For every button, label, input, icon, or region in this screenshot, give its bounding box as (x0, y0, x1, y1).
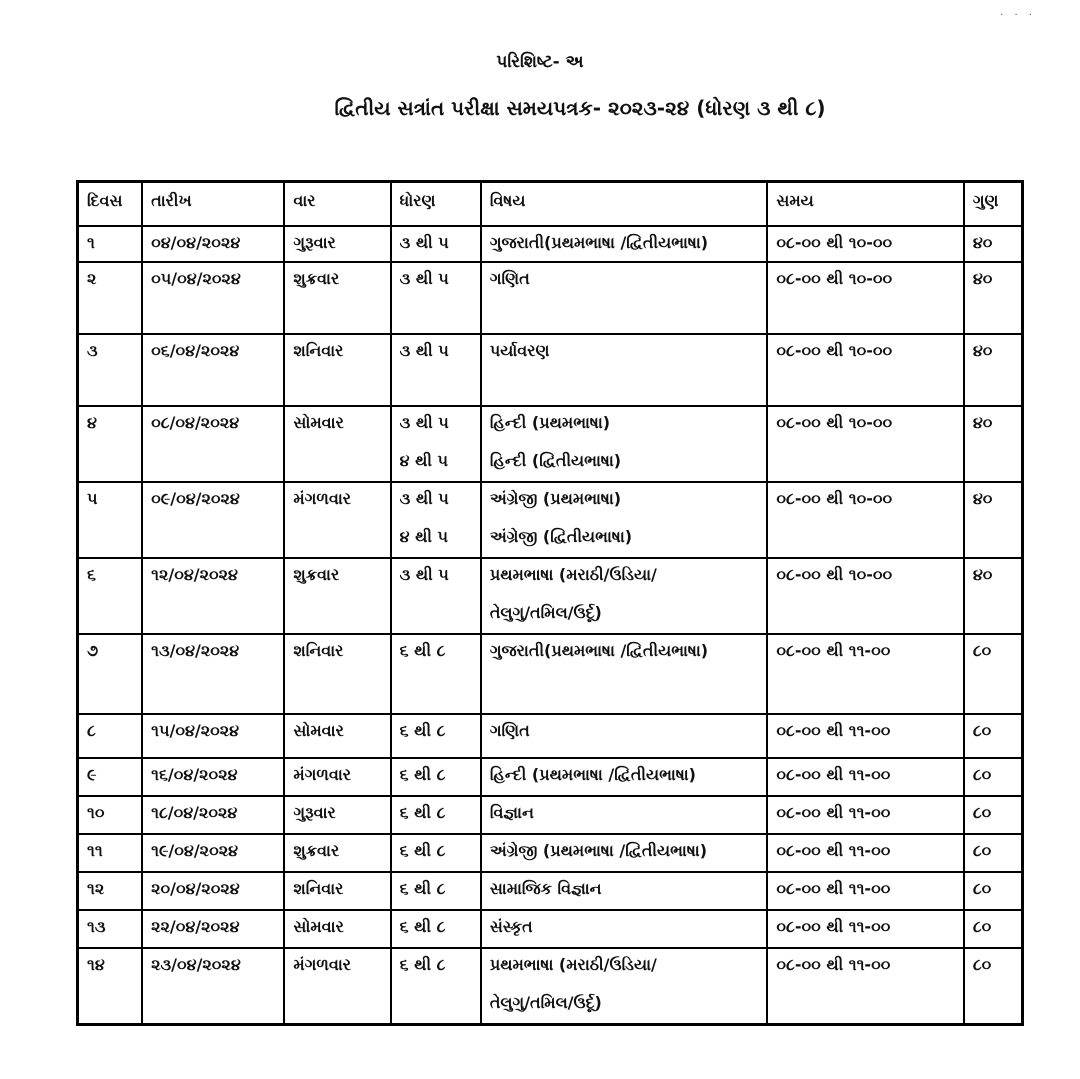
cell-time: ૦૮-૦૦ થી ૧૧-૦૦ (767, 796, 963, 834)
cell-weekday: ગુરૂવાર (284, 226, 390, 262)
cell-weekday: શુક્રવાર (284, 558, 390, 634)
cell-date: ૧૮/૦૪/૨૦૨૪ (142, 796, 284, 834)
table-header (78, 182, 1023, 227)
cell-subject-line: તેલુગુ/તમિલ/ઉર્દૂ) (489, 993, 602, 1012)
cell-date: ૦૪/૦૪/૨૦૨૪ (142, 226, 284, 262)
cell-standard (391, 634, 481, 714)
cell-standard (391, 872, 481, 910)
table-row (78, 714, 1023, 758)
cell-standard-line: ૬ થી ૮ (399, 917, 446, 936)
cell-marks: ૪૦ (964, 226, 1023, 262)
cell-time: ૦૮-૦૦ થી ૧૧-૦૦ (767, 948, 963, 1024)
cell-standard (391, 796, 481, 834)
cell-day: ૬ (78, 558, 143, 634)
cell-date: ૨૦/૦૪/૨૦૨૪ (142, 872, 284, 910)
cell-weekday: શનિવાર (284, 634, 390, 714)
cell-weekday: ગુરૂવાર (284, 796, 390, 834)
cell-subject-line: હિન્દી (દ્વિતીયભાષા) (489, 451, 622, 470)
cell-date: ૦૮/૦૪/૨૦૨૪ (142, 406, 284, 482)
cell-weekday: સોમવાર (284, 910, 390, 948)
cell-day: ૮ (78, 714, 143, 758)
table-body (78, 226, 1023, 1024)
cell-date: ૧૯/૦૪/૨૦૨૪ (142, 834, 284, 872)
cell-date: ૦૯/૦૪/૨૦૨૪ (142, 482, 284, 558)
table-row (78, 758, 1023, 796)
table-row (78, 482, 1023, 558)
cell-marks: ૪૦ (964, 482, 1023, 558)
cell-standard (391, 834, 481, 872)
cell-subject-line: હિન્દી (પ્રથમભાષા /દ્વિતીયભાષા) (489, 765, 696, 784)
cell-date: ૦૫/૦૪/૨૦૨૪ (142, 262, 284, 334)
cell-weekday: મંગળવાર (284, 482, 390, 558)
table-row (78, 334, 1023, 406)
cell-subject-line: પ્રથમભાષા (મરાઠી/ઉડિયા/ (489, 955, 657, 974)
table-row (78, 226, 1023, 262)
cell-standard-line: ૬ થી ૮ (399, 765, 446, 784)
cell-standard-line: ૩ થી ૫ (399, 489, 449, 508)
cell-standard (391, 334, 481, 406)
cell-time: ૦૮-૦૦ થી ૧૦-૦૦ (767, 558, 963, 634)
table-row (78, 558, 1023, 634)
cell-time: ૦૮-૦૦ થી ૧૦-૦૦ (767, 262, 963, 334)
cell-marks: ૪૦ (964, 334, 1023, 406)
cell-standard-line: ૩ થી ૫ (399, 341, 449, 360)
cell-weekday: શુક્રવાર (284, 834, 390, 872)
cell-subject (481, 406, 768, 482)
cell-weekday: સોમવાર (284, 714, 390, 758)
cell-day: ૧૩ (78, 910, 143, 948)
cell-time: ૦૮-૦૦ થી ૧૦-૦૦ (767, 406, 963, 482)
column-header-time: સમય (767, 182, 963, 227)
cell-day: ૧૪ (78, 948, 143, 1024)
cell-day: ૨ (78, 262, 143, 334)
cell-subject-line: સામાજિક વિજ્ઞાન (489, 879, 602, 898)
cell-weekday: સોમવાર (284, 406, 390, 482)
cell-time: ૦૮-૦૦ થી ૧૦-૦૦ (767, 482, 963, 558)
cell-standard-line: ૬ થી ૮ (399, 721, 446, 740)
cell-subject-line: અંગ્રેજી (પ્રથમભાષા) (489, 489, 622, 508)
cell-subject-line: ગુજરાતી(પ્રથમભાષા /દ્વિતીયભાષા) (489, 233, 709, 252)
cell-marks: ૮૦ (964, 758, 1023, 796)
table-row (78, 262, 1023, 334)
cell-subject (481, 834, 768, 872)
cell-subject-line: અંગ્રેજી (પ્રથમભાષા /દ્વિતીયભાષા) (489, 841, 708, 860)
table-row (78, 634, 1023, 714)
cell-subject-line: અંગ્રેજી (દ્વિતીયભાષા) (489, 527, 633, 546)
cell-subject-line: પર્યાવરણ (489, 341, 550, 360)
cell-subject-line: સંસ્કૃત (489, 917, 533, 936)
cell-standard (391, 226, 481, 262)
cell-subject-line: પ્રથમભાષા (મરાઠી/ઉડિયા/ (489, 565, 657, 584)
table-row (78, 872, 1023, 910)
cell-subject-line: તેલુગુ/તમિલ/ઉર્દૂ) (489, 603, 602, 622)
cell-standard (391, 948, 481, 1024)
table-row (78, 834, 1023, 872)
column-header-date: તારીખ (142, 182, 284, 227)
cell-standard-line: ૩ થી ૫ (399, 269, 449, 288)
cell-subject-line: ગણિત (489, 269, 530, 288)
scan-specks: · · · (1000, 10, 1036, 21)
cell-marks: ૮૦ (964, 872, 1023, 910)
cell-standard-line: ૬ થી ૮ (399, 641, 446, 660)
cell-date: ૨૩/૦૪/૨૦૨૪ (142, 948, 284, 1024)
cell-marks: ૪૦ (964, 262, 1023, 334)
cell-subject-line: હિન્દી (પ્રથમભાષા) (489, 413, 611, 432)
cell-marks: ૮૦ (964, 834, 1023, 872)
table-row (78, 910, 1023, 948)
cell-weekday: શુક્રવાર (284, 262, 390, 334)
cell-subject (481, 910, 768, 948)
cell-day: ૭ (78, 634, 143, 714)
cell-subject (481, 796, 768, 834)
cell-subject (481, 262, 768, 334)
cell-subject (481, 226, 768, 262)
cell-time: ૦૮-૦૦ થી ૧૧-૦૦ (767, 872, 963, 910)
cell-date: ૧૫/૦૪/૨૦૨૪ (142, 714, 284, 758)
cell-marks: ૮૦ (964, 796, 1023, 834)
cell-standard-line: ૩ થી ૫ (399, 233, 449, 252)
cell-day: ૯ (78, 758, 143, 796)
cell-subject (481, 334, 768, 406)
cell-subject-line: વિજ્ઞાન (489, 803, 534, 822)
cell-subject-line: ગુજરાતી(પ્રથમભાષા /દ્વિતીયભાષા) (489, 641, 709, 660)
cell-marks: ૮૦ (964, 714, 1023, 758)
cell-day: ૧૨ (78, 872, 143, 910)
page-title: દ્વિતીય સત્રાંત પરીક્ષા સમયપત્રક- ૨૦૨૩-૨૪ (ધોરણ ૩ થી ૮) (334, 96, 826, 120)
cell-day: ૫ (78, 482, 143, 558)
cell-time: ૦૮-૦૦ થી ૧૧-૦૦ (767, 910, 963, 948)
cell-standard-line: ૪ થી ૫ (399, 527, 449, 546)
cell-marks: ૮૦ (964, 910, 1023, 948)
cell-subject-line: ગણિત (489, 721, 530, 740)
column-header-marks: ગુણ (964, 182, 1023, 227)
cell-standard-line: ૬ થી ૮ (399, 803, 446, 822)
cell-date: ૦૬/૦૪/૨૦૨૪ (142, 334, 284, 406)
cell-weekday: શનિવાર (284, 334, 390, 406)
cell-standard-line: ૩ થી ૫ (399, 565, 449, 584)
cell-marks: ૮૦ (964, 948, 1023, 1024)
cell-date: ૧૨/૦૪/૨૦૨૪ (142, 558, 284, 634)
cell-subject (481, 634, 768, 714)
cell-subject (481, 558, 768, 634)
cell-subject (481, 758, 768, 796)
table-row (78, 406, 1023, 482)
cell-standard-line: ૬ થી ૮ (399, 955, 446, 974)
cell-standard (391, 558, 481, 634)
cell-day: ૧૧ (78, 834, 143, 872)
cell-day: ૪ (78, 406, 143, 482)
cell-time: ૦૮-૦૦ થી ૧૧-૦૦ (767, 834, 963, 872)
cell-subject (481, 948, 768, 1024)
cell-marks: ૪૦ (964, 406, 1023, 482)
cell-date: ૧૩/૦૪/૨૦૨૪ (142, 634, 284, 714)
cell-standard-line: ૬ થી ૮ (399, 841, 446, 860)
header-row (78, 182, 1023, 227)
cell-standard (391, 482, 481, 558)
cell-time: ૦૮-૦૦ થી ૧૦-૦૦ (767, 334, 963, 406)
cell-time: ૦૮-૦૦ થી ૧૧-૦૦ (767, 758, 963, 796)
cell-time: ૦૮-૦૦ થી ૧૦-૦૦ (767, 226, 963, 262)
cell-standard (391, 758, 481, 796)
cell-day: ૧ (78, 226, 143, 262)
cell-standard (391, 262, 481, 334)
cell-subject (481, 714, 768, 758)
table-row (78, 948, 1023, 1024)
cell-subject (481, 482, 768, 558)
cell-subject (481, 872, 768, 910)
cell-standard (391, 406, 481, 482)
cell-standard (391, 714, 481, 758)
cell-time: ૦૮-૦૦ થી ૧૧-૦૦ (767, 714, 963, 758)
cell-weekday: શનિવાર (284, 872, 390, 910)
table-row (78, 796, 1023, 834)
cell-standard-line: ૬ થી ૮ (399, 879, 446, 898)
column-header-standard: ધોરણ (391, 182, 481, 227)
column-header-subject: વિષય (481, 182, 768, 227)
cell-standard (391, 910, 481, 948)
cell-weekday: મંગળવાર (284, 948, 390, 1024)
exam-schedule-table (76, 180, 1024, 1026)
cell-date: ૨૨/૦૪/૨૦૨૪ (142, 910, 284, 948)
cell-standard-line: ૩ થી ૫ (399, 413, 449, 432)
cell-day: ૧૦ (78, 796, 143, 834)
appendix-heading: પરિશિષ્ટ- અ (496, 52, 584, 72)
cell-weekday: મંગળવાર (284, 758, 390, 796)
cell-time: ૦૮-૦૦ થી ૧૧-૦૦ (767, 634, 963, 714)
cell-standard-line: ૪ થી ૫ (399, 451, 449, 470)
cell-marks: ૮૦ (964, 634, 1023, 714)
column-header-day: દિવસ (78, 182, 143, 227)
cell-marks: ૪૦ (964, 558, 1023, 634)
cell-date: ૧૬/૦૪/૨૦૨૪ (142, 758, 284, 796)
cell-day: ૩ (78, 334, 143, 406)
column-header-weekday: વાર (284, 182, 390, 227)
